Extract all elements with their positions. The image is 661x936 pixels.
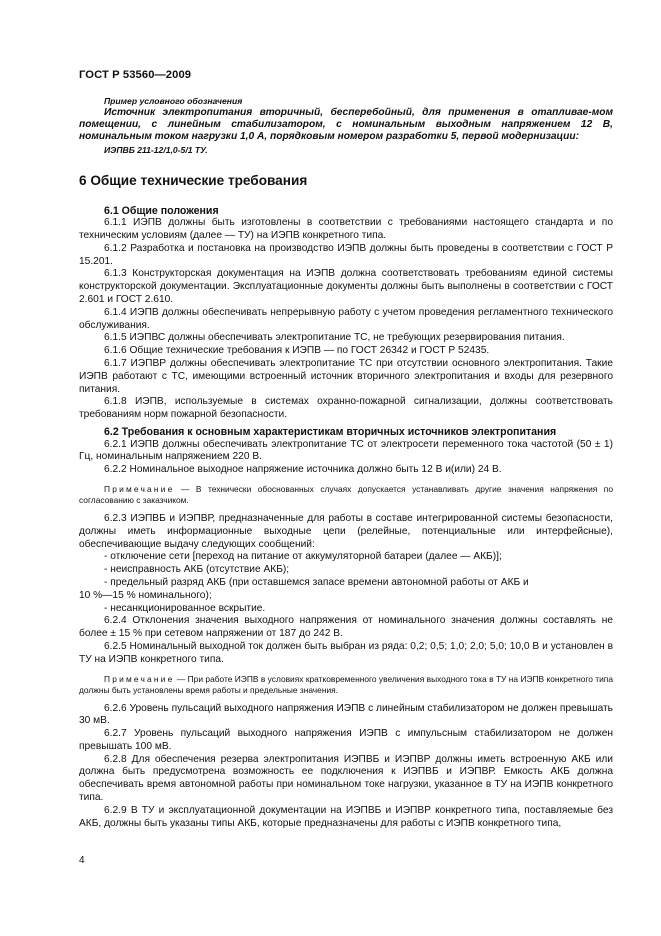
- document-header: ГОСТ Р 53560—2009: [79, 69, 192, 81]
- paragraph-6-1-3: 6.1.3 Конструкторская документация на ИЭПВ должна соответствовать требованиям единой системы конструкторской документации. Эксплуатационные документы должны быть выполнены в соответствии с ГОСТ 2.601 и ГОСТ 2.610.: [79, 268, 613, 305]
- example-designation: ИЭПВБ 211-12/1,0-5/1 ТУ.: [104, 144, 208, 155]
- page-number: 4: [79, 855, 85, 866]
- paragraph-6-2-2: 6.2.2 Номинальное выходное напряжение источника должно быть 12 В и(или) 24 В.: [104, 464, 502, 476]
- note-1-label: Примечание: [104, 483, 175, 494]
- paragraph-6-2-3: 6.2.3 ИЭПВБ и ИЭПВР, предназначенные для работы в составе интегрированной системы безопасности, должны иметь информационные выходные цепи (релейные, потенциальные или интерфейсные), обеспечивающие выдачу следующих сообщений:: [79, 512, 613, 550]
- paragraph-6-2-1: 6.2.1 ИЭПВ должны обеспечивать электропитание ТС от электросети переменного тока частотой (50 ± 1) Гц, номинальным напряжением 220 В.: [79, 438, 613, 463]
- document-body: [79, 96, 613, 830]
- paragraph-6-1-8: 6.1.8 ИЭПВ, используемые в системах охранно-пожарной сигнализации, должны соответствовать требованиям норм пожарной безопасности.: [79, 396, 613, 421]
- example-label: Пример условного обозначения: [104, 96, 243, 106]
- note-2-label: Примечание: [104, 673, 175, 684]
- paragraph-6-1-6: 6.1.6 Общие технические требования к ИЭПВ — по ГОСТ 26342 и ГОСТ Р 52435.: [104, 345, 490, 357]
- note-1-text: — В технически обоснованных случаях допускается устанавливать другие значения напряжения по согласованию с заказчиком.: [79, 483, 613, 505]
- paragraph-6-2-7: 6.2.7 Уровень пульсаций выходного напряжения ИЭПВ с импульсным стабилизатором не должен превышать 100 мВ.: [79, 728, 613, 752]
- paragraph-6-2-9: 6.2.9 В ТУ и эксплуатационной документации на ИЭПВБ и ИЭПВР конкретного типа, поставляемые без АКБ, должны быть указаны типы АКБ, которые предназначены для работы с ИЭПВ конкретного типа,: [79, 804, 613, 829]
- paragraph-6-2-8: 6.2.8 Для обеспечения резерва электропитания ИЭПВБ и ИЭПВР должны иметь встроенную АКБ или должна быть предусмотрена возможность ее подключения к ИЭПВБ и ИЭПВР. Емкость АКБ должна обеспечивать время автономной работы при номинальном токе нагрузки, указанное в ТУ на ИЭПВ конкретного типа.: [79, 753, 613, 804]
- note-2-text: — При работе ИЭПВ в условиях кратковременного увеличения выходного тока в ТУ на ИЭПВ конкретного типа должны быть установлены время работы и предельные значения.: [79, 673, 613, 695]
- example-text: Источник электропитания вторичный, бесперебойный, для применения в отапливае-мом помещении, с линейным стабилизатором, с номинальным выходным напряжением 12 В, номинальным током нагрузки 1,0 А, порядковым номером разработки 5, первой модернизации:: [79, 107, 613, 143]
- paragraph-6-1-1: 6.1.1 ИЭПВ должны быть изготовлены в соответствии с требованиями настоящего стандарта и по техническим условиям (далее — ТУ) на ИЭПВ конкретного типа.: [79, 217, 613, 241]
- note-1: [79, 484, 613, 506]
- subsection-title-6-1: 6.1 Общие положения: [104, 204, 219, 217]
- subsection-title-6-2: 6.2 Требования к основным характеристикам вторичных источников электропитания: [104, 425, 557, 438]
- paragraph-6-1-4: 6.1.4 ИЭПВ должны обеспечивать непрерывную работу с учетом проведения регламентного технического обслуживания.: [79, 306, 613, 331]
- list-item: - несанкционированное вскрытие.: [104, 602, 266, 614]
- list-item: - неисправность АКБ (отсутствие АКБ);: [104, 564, 290, 576]
- note-2: [79, 674, 613, 696]
- list-item: - отключение сети [переход на питание от аккумуляторной батареи (далее — АКБ)];: [104, 551, 502, 563]
- paragraph-6-2-6: 6.2.6 Уровень пульсаций выходного напряжения ИЭПВ с линейным стабилизатором не должен превышать 30 мВ.: [79, 702, 613, 727]
- list-item: - предельный разряд АКБ (при оставшемся запасе времени автономной работы от АКБ и: [104, 576, 529, 588]
- paragraph-6-2-5: 6.2.5 Номинальный выходной ток должен быть выбран из ряда: 0,2; 0,5; 1,0; 2,0; 5,0; 10,0 В и установлен в ТУ на ИЭПВ конкретного типа.: [79, 640, 613, 665]
- paragraph-6-1-5: 6.1.5 ИЭПВС должны обеспечивать электропитание ТС, не требующих резервирования питания.: [104, 332, 565, 344]
- paragraph-6-1-2: 6.1.2 Разработка и постановка на производство ИЭПВ должны быть проведены в соответствии с ГОСТ Р 15.201.: [79, 242, 613, 267]
- section-title: 6 Общие технические требования: [79, 172, 308, 188]
- paragraph-6-2-4: 6.2.4 Отклонения значения выходного напряжения от номинального значения должны составлять не более ± 15 % при сетевом напряжении от 187 до 242 В.: [79, 615, 613, 640]
- list-item-continuation: 10 %—15 % номинального);: [79, 589, 212, 601]
- paragraph-6-1-7: 6.1.7 ИЭПВР должны обеспечивать электропитание ТС при отсутствии основного электропитания. Такие ИЭПВ работают с ТС, имеющими встроенный источник вторичного электропитания и входы для резервного питания.: [79, 357, 613, 395]
